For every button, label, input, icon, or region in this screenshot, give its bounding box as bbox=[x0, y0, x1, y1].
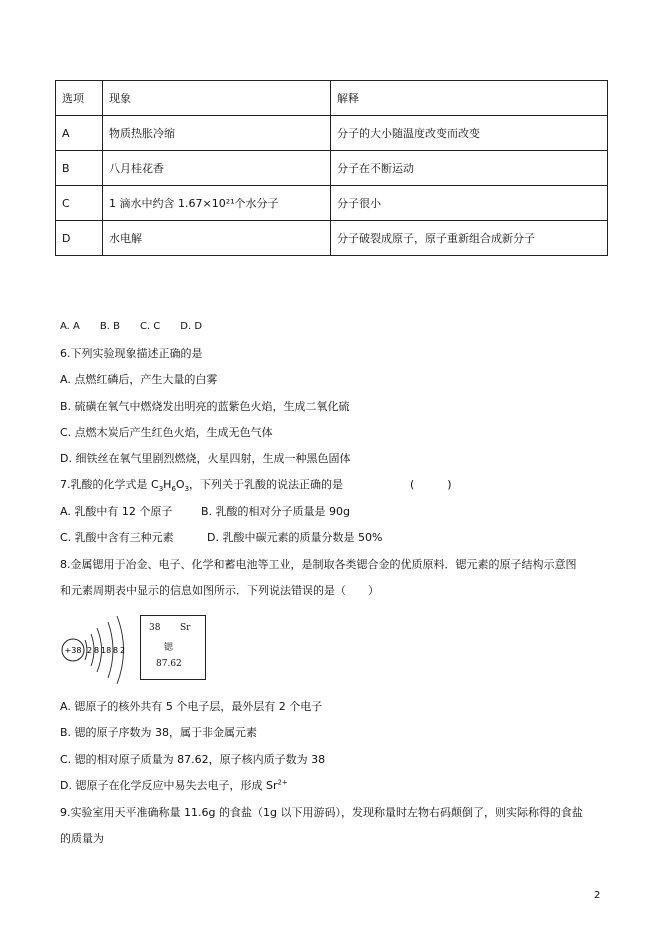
table-row bbox=[56, 151, 608, 186]
q7-answer-blank: ( ) bbox=[410, 478, 452, 491]
q7-stem-prefix: 7.乳酸的化学式是 bbox=[60, 478, 151, 491]
formula-c: C bbox=[151, 478, 159, 491]
q9-line1: 9.实验室用天平准确称量 11.6g 的食盐（1g 以下用游码），发现称量时左物右码颠倒了，则实际称得的食盐 bbox=[60, 806, 583, 819]
atomic-number: 38 bbox=[149, 623, 161, 633]
table-cell: 分子很小 bbox=[331, 186, 608, 221]
table-cell: 分子在不断运动 bbox=[331, 151, 608, 186]
table-cell: 八月桂花香 bbox=[103, 151, 331, 186]
q7-option-a: A. 乳酸中有 12 个原子 bbox=[60, 505, 173, 518]
element-symbol: Sr bbox=[180, 623, 191, 633]
q8-option-c: C. 锶的相对原子质量为 87.62，原子核内质子数为 38 bbox=[60, 753, 326, 766]
atom-structure-diagram bbox=[55, 610, 140, 690]
table-cell: C bbox=[56, 186, 103, 221]
table-cell: D bbox=[56, 221, 103, 256]
nucleus-charge: +38 bbox=[64, 646, 82, 655]
q7-option-b: B. 乳酸的相对分子质量是 90g bbox=[201, 505, 351, 518]
q8-option-a: A. 锶原子的核外共有 5 个电子层，最外层有 2 个电子 bbox=[60, 700, 323, 713]
q5-choices: A. A B. B C. C D. D bbox=[60, 321, 203, 332]
q8-stem-line2: 和元素周期表中显示的信息如图所示．下列说法错误的是（ ） bbox=[60, 584, 379, 597]
q6-option-b: B. 硫磺在氧气中燃烧发出明亮的蓝紫色火焰，生成二氧化硫 bbox=[60, 400, 350, 413]
table-cell: 分子破裂成原子，原子重新组合成新分子 bbox=[331, 221, 608, 256]
formula-c-subscript: 3 bbox=[158, 485, 164, 494]
q9-line2: 的质量为 bbox=[60, 832, 104, 845]
table-cell: A bbox=[56, 116, 103, 151]
atomic-mass: 87.62 bbox=[156, 659, 182, 669]
q7-stem-suffix: ，下列关于乳酸的说法正确的是 bbox=[189, 478, 344, 491]
table-cell: 分子的大小随温度改变而改变 bbox=[331, 116, 608, 151]
formula-h: H bbox=[163, 478, 172, 491]
table-row bbox=[56, 186, 608, 221]
q7-stem bbox=[60, 476, 343, 493]
q7-option-d: D. 乳酸中碳元素的质量分数是 50% bbox=[207, 531, 383, 544]
table-cell: 1 滴水中约含 1.67×10²¹个水分子 bbox=[103, 186, 331, 221]
q6-option-d: D. 细铁丝在氧气里剧烈燃烧，火星四射，生成一种黑色固体 bbox=[60, 452, 351, 465]
ion-charge-superscript: 2+ bbox=[277, 778, 288, 787]
element-name: 锶 bbox=[164, 643, 174, 653]
q7-option-c: C. 乳酸中含有三种元素 bbox=[60, 531, 174, 544]
table-cell: B bbox=[56, 151, 103, 186]
q8-option-d bbox=[60, 777, 288, 793]
shell-electron-count: 8 bbox=[113, 646, 119, 655]
periodic-table-cell bbox=[140, 615, 206, 680]
formula-h-subscript: 6 bbox=[171, 485, 176, 494]
header-cell: 现象 bbox=[103, 81, 331, 116]
q8-stem-line1: 8.金属锶用于冶金、电子、化学和蓄电池等工业，是制取各类锶合金的优质原料．锶元素的原子结构示意图 bbox=[60, 558, 577, 571]
q6-stem: 6.下列实验现象描述正确的是 bbox=[60, 347, 203, 360]
header-cell: 选项 bbox=[56, 81, 103, 116]
q8-option-b: B. 锶的原子序数为 38，属于非金属元素 bbox=[60, 726, 258, 739]
page-number: 2 bbox=[594, 890, 601, 901]
q6-option-c: C. 点燃木炭后产生红色火焰，生成无色气体 bbox=[60, 426, 273, 439]
shell-electron-count: 2 bbox=[120, 646, 126, 655]
shell-electron-count: 18 bbox=[101, 646, 112, 655]
options-table bbox=[55, 80, 608, 256]
header-cell: 解释 bbox=[331, 81, 608, 116]
table-cell: 水电解 bbox=[103, 221, 331, 256]
shell-electron-count: 8 bbox=[94, 646, 100, 655]
table-row bbox=[56, 116, 608, 151]
table-header-row bbox=[56, 81, 608, 116]
q8-option-d-text: D. 锶原子在化学反应中易失去电子，形成 Sr bbox=[60, 779, 278, 792]
table-row bbox=[56, 221, 608, 256]
shell-electron-count: 2 bbox=[87, 646, 93, 655]
formula-o-subscript: 3 bbox=[184, 485, 190, 494]
formula-o: O bbox=[175, 478, 185, 491]
table-cell: 物质热胀冷缩 bbox=[103, 116, 331, 151]
q6-option-a: A. 点燃红磷后，产生大量的白雾 bbox=[60, 373, 218, 386]
